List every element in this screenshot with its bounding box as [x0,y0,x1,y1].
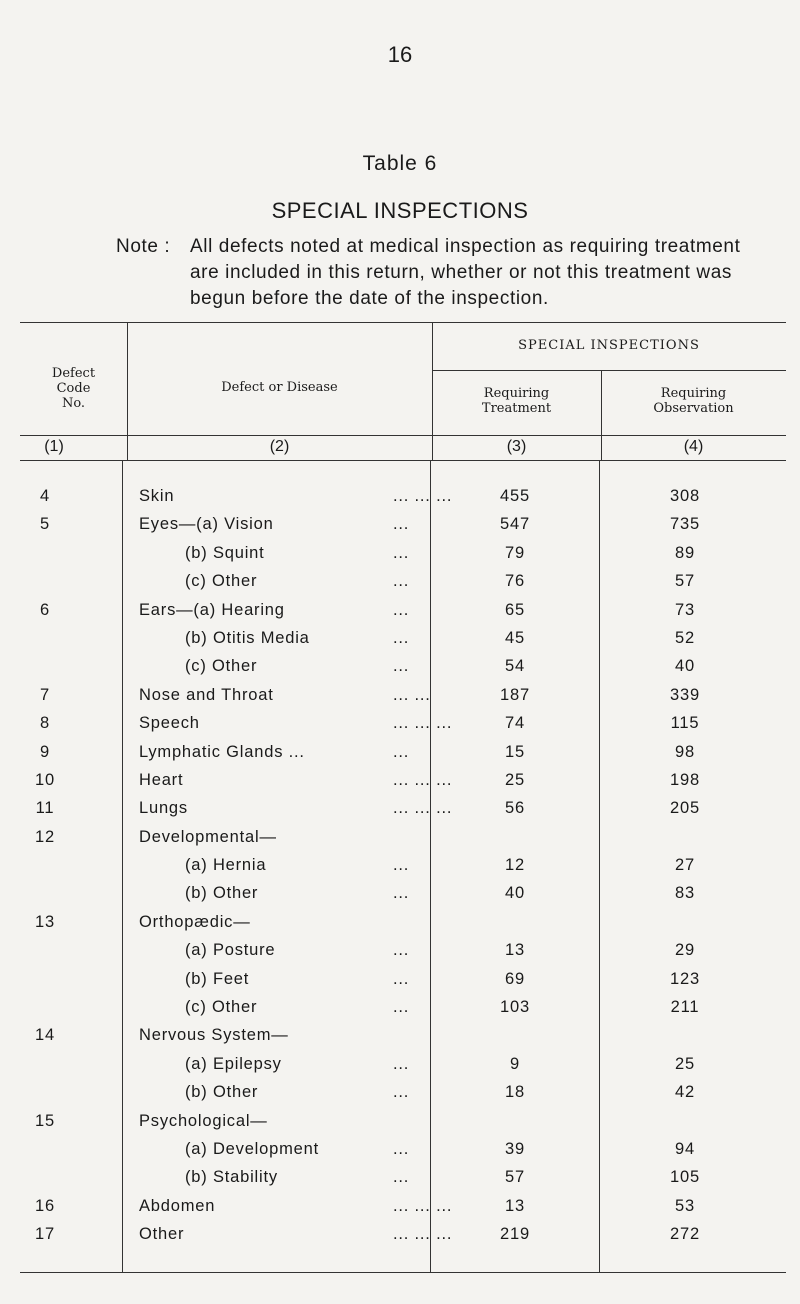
table-row [0,511,800,539]
requiring-treatment-cell: 187 [500,685,530,704]
defect-name-cell: (b) Feet [185,969,250,988]
table-row [0,625,800,653]
defect-name-cell: Other [139,1225,185,1244]
table-body [0,483,800,1250]
requiring-treatment-cell: 25 [505,770,525,789]
requiring-observation-cell: 53 [675,1196,695,1215]
header-bottom-rule [20,435,786,436]
leader-dots: ... ... ... [393,487,453,505]
column-number-1: (1) [44,438,64,455]
header-special-inspections: SPECIAL INSPECTIONS [518,338,700,353]
defect-code-cell: 4 [40,487,50,505]
table-row [0,682,800,710]
defect-name-cell: (c) Other [185,572,258,591]
table-row [0,653,800,681]
requiring-observation-cell: 198 [670,770,700,789]
defect-code-cell: 10 [35,770,55,789]
requiring-treatment-cell: 9 [510,1054,520,1073]
defect-name-cell: (b) Other [185,884,259,903]
requiring-treatment-cell: 45 [505,628,525,647]
table-row [0,1193,800,1221]
requiring-treatment-cell: 79 [505,543,525,562]
defect-code-cell: 6 [40,600,50,619]
requiring-treatment-cell: 65 [505,600,525,619]
requiring-observation-cell: 211 [670,998,700,1017]
table-row [0,597,800,625]
defect-name-cell: (a) Hernia [185,856,267,875]
defect-name-cell: Developmental— [139,827,277,846]
leader-dots: ... [393,572,410,591]
header-defect-or-disease: Defect or Disease [221,380,338,395]
table-row [0,1079,800,1107]
table-row [0,483,800,511]
table-row [0,739,800,767]
table-row [0,540,800,568]
table-row [0,966,800,994]
leader-dots: ... ... ... [393,770,453,789]
leader-dots: ... [393,628,410,647]
requiring-treatment-cell: 39 [505,1139,525,1158]
defect-name-cell: Lymphatic Glands ... [139,742,305,761]
defect-name-cell: Eyes—(a) Vision [139,515,274,534]
leader-dots: ... [393,856,410,875]
defect-name-cell: Skin [139,487,175,505]
leader-dots: ... [393,884,410,903]
requiring-treatment-cell: 74 [505,714,525,733]
requiring-treatment-cell: 18 [505,1083,525,1102]
requiring-treatment-cell: 76 [505,572,525,591]
table-top-rule [20,322,786,323]
leader-dots: ... [393,600,410,619]
table-row [0,937,800,965]
leader-dots: ... [393,1139,410,1158]
defect-code-cell: 8 [40,714,50,733]
requiring-observation-cell: 57 [675,572,695,591]
table-row [0,710,800,738]
requiring-observation-cell: 272 [670,1225,700,1244]
requiring-observation-cell: 308 [670,487,700,505]
leader-dots: ... [393,941,410,960]
defect-code-cell: 17 [35,1225,55,1244]
leader-dots: ... ... ... [393,1196,453,1215]
requiring-observation-cell: 735 [670,515,700,534]
table-row [0,909,800,937]
requiring-treatment-cell: 69 [505,969,525,988]
requiring-observation-cell: 83 [675,884,695,903]
defect-name-cell: (a) Epilepsy [185,1054,282,1073]
defect-code-cell: 14 [35,1026,55,1045]
group-header-rule [432,370,786,371]
table-row [0,767,800,795]
requiring-treatment-cell: 13 [505,941,525,960]
requiring-treatment-cell: 13 [505,1196,525,1215]
requiring-observation-cell: 339 [670,685,700,704]
section-title: SPECIAL INSPECTIONS [271,198,529,223]
table-row [0,795,800,823]
column-number-2: (2) [269,438,290,455]
note-line: begun before the date of the inspection. [190,288,549,309]
table-row [0,1221,800,1249]
leader-dots: ... [393,1083,410,1102]
defect-code-cell: 15 [35,1111,55,1130]
defect-name-cell: Abdomen [139,1196,216,1215]
defect-name-cell: Ears—(a) Hearing [139,600,285,619]
requiring-treatment-cell: 57 [505,1168,525,1187]
requiring-observation-cell: 115 [670,714,700,733]
requiring-observation-cell: 42 [675,1083,695,1102]
table-row [0,1108,800,1136]
requiring-observation-cell: 29 [675,941,695,960]
requiring-observation-cell: 105 [670,1168,700,1187]
leader-dots: ... ... [393,685,431,704]
defect-name-cell: (c) Other [185,657,258,676]
defect-name-cell: (b) Squint [185,543,265,562]
leader-dots: ... [393,1054,410,1073]
header-requiring-observation: Requiring Observation [653,386,734,416]
header-defect-code: Defect Code No. [51,366,96,411]
leader-dots: ... [393,969,410,988]
requiring-treatment-cell: 15 [505,742,525,761]
column-number-4: (4) [683,438,704,455]
requiring-observation-cell: 73 [675,600,695,619]
leader-dots: ... [393,657,410,676]
defect-code-cell: 7 [40,685,50,704]
defect-name-cell: Heart [139,770,184,789]
requiring-treatment-cell: 455 [500,487,530,505]
defect-code-cell: 12 [35,827,55,846]
table-bottom-rule [20,1272,786,1273]
defect-name-cell: Speech [139,714,200,733]
defect-name-cell: Lungs [139,799,188,818]
leader-dots: ... ... ... [393,1225,453,1244]
requiring-treatment-cell: 103 [500,998,530,1017]
table-row [0,1051,800,1079]
leader-dots: ... [393,742,410,761]
table-row [0,994,800,1022]
requiring-observation-cell: 52 [675,628,695,647]
leader-dots: ... [393,1168,410,1187]
requiring-treatment-cell: 40 [505,884,525,903]
table-row [0,1164,800,1192]
requiring-treatment-cell: 54 [505,657,525,676]
defect-name-cell: (a) Posture [185,941,276,960]
note-line: All defects noted at medical inspection as requiring treatment [190,236,741,257]
leader-dots: ... ... ... [393,714,453,733]
leader-dots: ... [393,515,410,534]
requiring-treatment-cell: 56 [505,799,525,818]
table-row [0,1136,800,1164]
requiring-treatment-cell: 12 [505,856,525,875]
defect-name-cell: (b) Otitis Media [185,628,310,647]
requiring-observation-cell: 205 [670,799,700,818]
defect-name-cell: (a) Development [185,1139,319,1158]
requiring-treatment-cell: 547 [500,515,530,534]
table-row [0,852,800,880]
table-row [0,568,800,596]
requiring-observation-cell: 25 [675,1054,695,1073]
defect-code-cell: 13 [35,912,55,931]
special-inspections-table [0,322,800,1282]
column-number-3: (3) [506,438,527,455]
requiring-observation-cell: 94 [675,1139,695,1158]
requiring-treatment-cell: 219 [500,1225,530,1244]
requiring-observation-cell: 40 [675,657,695,676]
leader-dots: ... ... ... [393,799,453,818]
leader-dots: ... [393,543,410,562]
table-row [0,824,800,852]
defect-code-cell: 16 [35,1196,55,1215]
table-row [0,880,800,908]
defect-name-cell: Nervous System— [139,1026,289,1045]
header-requiring-treatment: Requiring Treatment [481,386,552,416]
defect-name-cell: (b) Stability [185,1168,278,1187]
table-row [0,1022,800,1050]
page-number: 16 [387,42,413,67]
column-number-rule [20,460,786,461]
defect-name-cell: (c) Other [185,998,258,1017]
defect-name-cell: Psychological— [139,1111,268,1130]
requiring-observation-cell: 98 [675,742,695,761]
requiring-observation-cell: 123 [670,969,700,988]
defect-code-cell: 9 [40,742,50,761]
defect-name-cell: Orthopædic— [139,912,251,931]
leader-dots: ... [393,998,410,1017]
defect-code-cell: 5 [40,515,50,534]
requiring-observation-cell: 89 [675,543,695,562]
defect-name-cell: Nose and Throat [139,685,274,704]
requiring-observation-cell: 27 [675,856,695,875]
table-title: Table 6 [362,152,438,175]
note-label: Note : [116,236,171,257]
note-line: are included in this return, whether or not this treatment was [190,262,733,283]
defect-code-cell: 11 [35,799,55,818]
defect-name-cell: (b) Other [185,1083,259,1102]
